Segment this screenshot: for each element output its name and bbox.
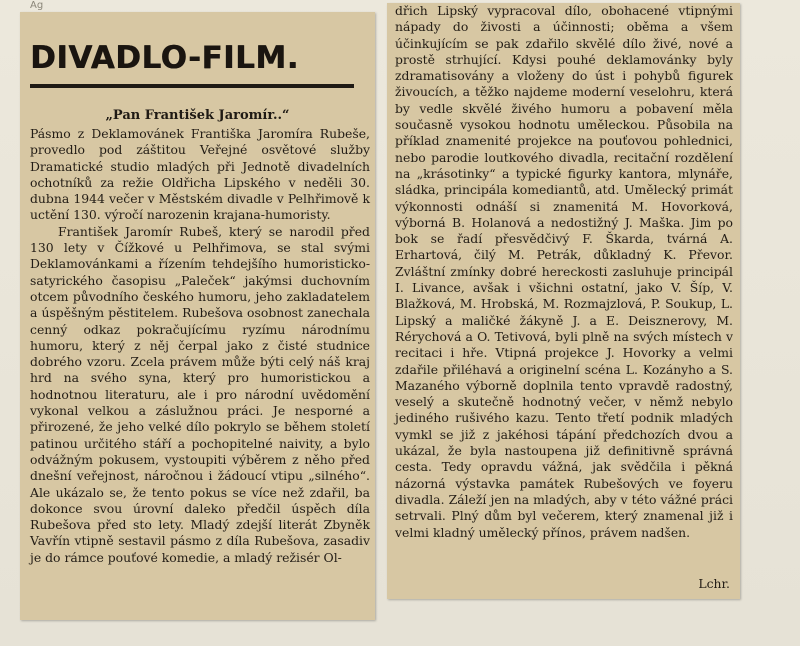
paragraph-continuation: dřich Lipský vypracoval dílo, obohacené vtipnými nápady do živosti a účinnosti; oběma a všem účinkujícím se pak zdařilo skvělé dílo živé, nové a prostě strhující. Kdysi pouhé deklamovánky byly zdramatisovány a vloženy do úst i pohybů figurek živoucích, a těžko najdeme moderní veselohru, která by vedle skvělé živého humoru a pobavení měla současně vysokou hodnotu uměleckou. Působila na příklad znamenité projekce na pouťovou pohlednici, nebo parodie loutkového divadla, recitační rozdělení na „krásotinky“ a typické figurky kantora, mlynáře, sládka, principála komediantů, atd. Umělecký primát výkonnosti odnáší si znamenitá M. Hovorková, výborná B. Holanová a nedostižný J. Maška. Jim po bok se řadí přesvědčivý F. Škarda, tvárná A. Erhartová, čilý M. Petrák, důkladný K. Převor. Zvláštní zmínky dobré hereckosti zasluhuje principál I. Livance, avšak i všichni ostatní, jako V. Šíp, V. Blažková, M. Hrobská, M. Rozmajzlová, P. Soukup, L. Lipský a maličké žákyně J. a E. Deisznerovy, M. Rérychová a O. Tetivová, byli plně na svých místech v recitaci i hře. Vtipná projekce J. Hovorky a velmi zdařile přiléhavá a originelní scéna L. Kozányho a S. Mazaného výborně doplnila tento vpravdě radostný, veselý a skutečně hodnotný večer, v němž nebylo jediného rušivého kazu. Tento třetí podnik mladých vymkl se již z jakéhosi tápání předchozích dvou a ukázal, že byla nastoupena již definitivně správná cesta. Tedy opravdu vážná, jak svědčila i pěkná názorná výstavka památek Rubešových ve foyeru divadla. Záleží jen na mladých, aby v této vážné práci setrvali. Plný dům byl večerem, který znamenal již i velmi kladný umělecký přínos, právem nadšen. (395, 3, 733, 540)
section-headline: DIVADLO-FILM. (30, 40, 299, 76)
left-article-column (30, 126, 370, 566)
headline-rule (30, 84, 354, 88)
right-newspaper-clipping (387, 3, 740, 599)
left-newspaper-clipping (20, 12, 375, 620)
author-signature: Lchr. (698, 576, 730, 591)
paragraph-body: František Jaromír Rubeš, který se narodil před 130 lety v Čížkové u Pelhřimova, se stal svými Deklamovánkami a řízením tehdejšího humoristicko-satyrického časopisu „Paleček“ jakýmsi duchovním otcem původního českého humoru, jeho zakladatelem a úspěšným pěstitelem. Rubešova osobnost zanechala cenný odkaz pokračujícímu ryzímu národnímu humoru, který z něj čerpal jako z čisté studnice dobrého vzoru. Zcela právem může býti celý náš kraj hrd na svého syna, který pro humoristickou a hodnotnou literaturu, ale i pro národní uvědomění vykonal velkou a záslužnou práci. Je nesporné a přirozené, že jeho velké dílo pokrylo se během století patinou určitého stáří a pochopitelné naivity, a bylo odvážným pokusem, vystoupiti výběrem z něho před dnešní veřejnost, náročnou i žádoucí vtipu „silného“. Ale ukázalo se, že tento pokus se více než zdařil, ba dokonce svou úrovní daleko předčil úspěch díla Rubešova před sto lety. Mladý zdejší literát Zbyněk Vavřín vtipně sestavil pásmo z díla Rubešova, zasadiv je do rámce pouťové komedie, a mladý režisér Ol- (30, 223, 370, 565)
article-title: „Pan František Jaromír..“ (105, 108, 290, 123)
right-article-column (395, 3, 733, 541)
masthead (30, 38, 360, 88)
pencil-mark: Ag (30, 0, 44, 11)
paragraph-intro: Pásmo z Deklamovánek Františka Jaromíra Rubeše, provedlo pod záštitou Veřejné osvětové služby Dramatické studio mladých při Jednotě divadelních ochotníků za režie Oldřicha Lipského v neděli 30. dubna 1944 večer v Městském divadle v Pelhřimově k uctění 130. výročí narozenin krajana-humoristy. (30, 126, 370, 223)
